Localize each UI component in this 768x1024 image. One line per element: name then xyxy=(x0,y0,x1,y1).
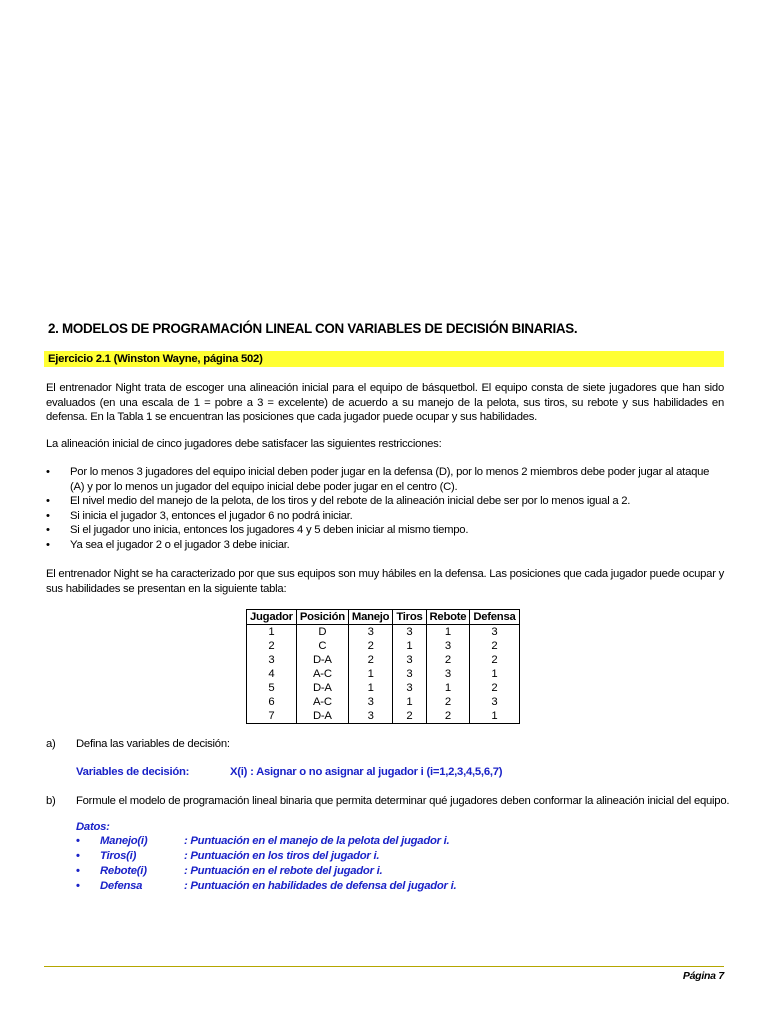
question-a-text: Defina las variables de decisión: xyxy=(76,738,230,750)
table-header-row xyxy=(247,610,520,625)
table-cell: 3 xyxy=(348,709,392,724)
table-cell: 2 xyxy=(247,639,297,653)
table-row xyxy=(247,625,520,640)
decision-variables-label: Variables de decisión: xyxy=(76,766,190,778)
table-cell: 3 xyxy=(470,695,519,709)
table-cell: 2 xyxy=(470,681,519,695)
datos-name: Defensa xyxy=(100,880,143,892)
table-cell: 6 xyxy=(247,695,297,709)
bullet-icon: • xyxy=(76,850,80,862)
restriction-text: Si el jugador uno inicia, entonces los jugadores 4 y 5 deben iniciar al mismo tiempo. xyxy=(70,524,469,536)
table-cell: 3 xyxy=(393,625,426,640)
list-item xyxy=(46,494,726,509)
intro-paragraph-2: La alineación inicial de cinco jugadores debe satisfacer las siguientes restricciones: xyxy=(46,438,442,450)
table-cell: 5 xyxy=(247,681,297,695)
table-row xyxy=(247,709,520,724)
datos-desc: : Puntuación en habilidades de defensa del jugador i. xyxy=(184,880,457,892)
list-item xyxy=(46,465,726,494)
table-cell: 2 xyxy=(348,653,392,667)
restriction-text: El nivel medio del manejo de la pelota, de los tiros y del rebote de la alineación inicial debe ser por lo menos igual a 2. xyxy=(70,495,631,507)
datos-desc: : Puntuación en el manejo de la pelota del jugador i. xyxy=(184,835,450,847)
restriction-text: Si inicia el jugador 3, entonces el jugador 6 no podrá iniciar. xyxy=(70,509,353,522)
question-b-text: Formule el modelo de programación lineal binaria que permita determinar qué jugadores deben conformar la alineación inicial del equipo. xyxy=(76,795,730,807)
intro-paragraph-1: El entrenador Night trata de escoger una alineación inicial para el equipo de básquetbol. El equipo consta de siete jugadores que han sido evaluados (en una escala de 1 = pobre a 3 = excelente) de acuerdo a su manejo de la pelota, sus tiros, su rebote y sus habilidades en defensa. En la Tabla 1 se encuentran las posiciones que cada jugador puede ocupar y sus habilidades. xyxy=(46,382,724,423)
table-cell: C xyxy=(296,639,348,653)
table-row xyxy=(247,695,520,709)
table-cell: D-A xyxy=(296,653,348,667)
bullet-icon: • xyxy=(46,495,50,507)
table-cell: 3 xyxy=(348,695,392,709)
table-cell: A-C xyxy=(296,695,348,709)
table-cell: D-A xyxy=(296,709,348,724)
column-header: Manejo xyxy=(348,610,392,625)
bullet-icon: • xyxy=(46,524,50,536)
column-header: Posición xyxy=(296,610,348,625)
table-cell: 2 xyxy=(348,639,392,653)
page-number: Página 7 xyxy=(682,970,724,982)
table-cell: 2 xyxy=(426,695,470,709)
list-item xyxy=(76,879,676,894)
column-header: Tiros xyxy=(393,610,426,625)
datos-label: Datos: xyxy=(76,821,110,833)
table-cell: 1 xyxy=(426,625,470,640)
table-row xyxy=(247,681,520,695)
table-cell: D-A xyxy=(296,681,348,695)
table-cell: D xyxy=(296,625,348,640)
datos-name: Tiros(i) xyxy=(100,850,137,862)
table-cell: 1 xyxy=(247,625,297,640)
list-item xyxy=(46,523,726,538)
footer-rule xyxy=(44,966,724,967)
datos-desc: : Puntuación en los tiros del jugador i. xyxy=(184,850,380,862)
table-row xyxy=(247,639,520,653)
table-cell: 7 xyxy=(247,709,297,724)
datos-desc: : Puntuación en el rebote del jugador i. xyxy=(184,865,383,877)
table-cell: 2 xyxy=(426,653,470,667)
table-cell: 3 xyxy=(393,653,426,667)
table-cell: 2 xyxy=(426,709,470,724)
decision-variables-text: X(i) : Asignar o no asignar al jugador i (i=1,2,3,4,5,6,7) xyxy=(230,766,503,778)
table-cell: 2 xyxy=(393,709,426,724)
bullet-icon: • xyxy=(76,880,80,892)
table-cell: 3 xyxy=(247,653,297,667)
table-cell: 3 xyxy=(348,625,392,640)
table-cell: 1 xyxy=(393,695,426,709)
column-header: Rebote xyxy=(426,610,470,625)
datos-name: Manejo(i) xyxy=(100,835,148,847)
section-title: 2. MODELOS DE PROGRAMACIÓN LINEAL CON VARIABLES DE DECISIÓN BINARIAS. xyxy=(48,321,578,336)
list-item xyxy=(76,849,676,864)
bullet-icon: • xyxy=(46,466,50,478)
table-cell: 1 xyxy=(348,667,392,681)
bullet-icon: • xyxy=(76,835,80,847)
question-b-letter: b) xyxy=(46,795,56,807)
table-cell: 2 xyxy=(470,653,519,667)
bullet-icon: • xyxy=(46,538,50,551)
list-item xyxy=(76,864,676,879)
column-header: Jugador xyxy=(247,610,297,625)
table-cell: 1 xyxy=(348,681,392,695)
players-table xyxy=(246,609,520,724)
table-cell: 3 xyxy=(393,667,426,681)
table-cell: 1 xyxy=(470,667,519,681)
restriction-text: Ya sea el jugador 2 o el jugador 3 debe iniciar. xyxy=(70,538,290,551)
bullet-icon: • xyxy=(46,509,50,522)
list-item xyxy=(76,834,676,849)
column-header: Defensa xyxy=(470,610,519,625)
table-cell: A-C xyxy=(296,667,348,681)
intro-paragraph-3: El entrenador Night se ha caracterizado por que sus equipos son muy hábiles en la defensa. Las posiciones que cada jugador puede ocupar y sus habilidades se presentan en la siguiente tabla: xyxy=(46,568,724,595)
datos-name: Rebote(i) xyxy=(100,865,147,877)
restrictions-list xyxy=(46,465,726,552)
list-item xyxy=(46,509,726,524)
table-cell: 3 xyxy=(426,639,470,653)
exercise-title: Ejercicio 2.1 (Winston Wayne, página 502) xyxy=(48,353,263,365)
bullet-icon: • xyxy=(76,865,80,877)
table-cell: 1 xyxy=(426,681,470,695)
table-cell: 1 xyxy=(470,709,519,724)
datos-list xyxy=(76,834,676,894)
restriction-text: Por lo menos 3 jugadores del equipo inicial deben poder jugar en la defensa (D), por lo menos 2 miembros debe poder jugar al ataque (A) y por lo menos un jugador del equipo inicial debe poder jugar en el centro (C). xyxy=(70,466,710,493)
table-cell: 1 xyxy=(393,639,426,653)
question-a-letter: a) xyxy=(46,738,56,750)
table-cell: 3 xyxy=(426,667,470,681)
table-cell: 2 xyxy=(470,639,519,653)
list-item xyxy=(46,538,726,553)
table-cell: 3 xyxy=(393,681,426,695)
table-cell: 3 xyxy=(470,625,519,640)
table-row xyxy=(247,667,520,681)
table-cell: 4 xyxy=(247,667,297,681)
table-row xyxy=(247,653,520,667)
